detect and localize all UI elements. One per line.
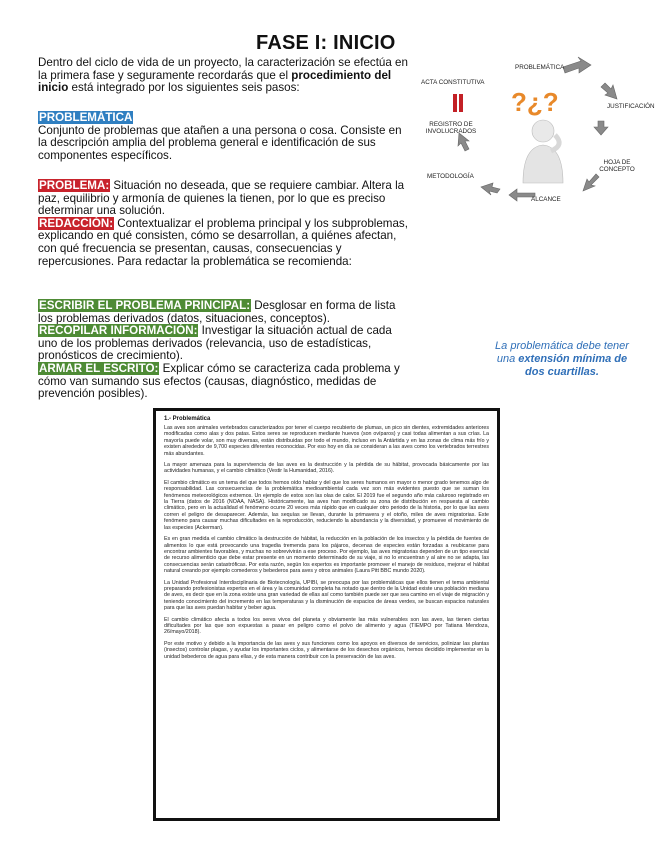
note-bold: extensión mínima de dos cuartillas. bbox=[518, 353, 628, 378]
step-label: ARMAR EL ESCRITO: bbox=[39, 361, 159, 375]
problematica-section bbox=[38, 112, 410, 162]
thinking-person-icon bbox=[523, 120, 563, 183]
label-problematica: PROBLEMÁTICA bbox=[515, 64, 565, 71]
arrow-icon bbox=[458, 133, 469, 151]
label-metodologia: METODOLOGÍA bbox=[427, 173, 474, 180]
note-text: La problemática debe tener una bbox=[495, 340, 629, 365]
arrow-icon bbox=[583, 174, 599, 191]
process-cycle-diagram bbox=[415, 55, 655, 215]
doc-paragraph: La mayor amenaza para la supervivencia de las aves es la destrucción y la pérdida de su hábitat, provocada básicamente por las actividades humanas, y el cambio climático (Vestir la Humanidad, 2016). bbox=[164, 462, 489, 475]
redaccion-label: REDACCIÓN: bbox=[39, 216, 114, 230]
step-label: ESCRIBIR EL PROBLEMA PRINCIPAL: bbox=[39, 299, 251, 312]
doc-paragraph: Es en gran medida el cambio climático la destrucción de hábitat, la reducción en la población de los insectos y la pérdida de fuentes de alimentos lo que está provocando una tragedia tremenda para los pájaros, decenas de especies están forzadas a reubicarse para encontrar ambientes favorables, y muchas no sobrevivirán a ese proceso. Por ejemplo, las aves migratorias dependen de un tipo esencial de recurso alimenticio que debe estar presente en un momento determinado de su viaje, si no lo encuentran y al aire no se adapta, las consecuencias serán catastróficas. Por esta razón, según los expertos es importante promover el manejo de residuos, mejorar el hábitat natural creando por ejemplo comederos y bebederos para aves y otros animales (Laura Pitt BBC mundo 2020). bbox=[164, 536, 489, 575]
doc-paragraph: El cambio climático afecta a todos los seres vivos del planeta y obviamente las más vulnerables son las aves, las tienen ciertas dificultades por las que son expuestas a pasar en peligro como el polvo de alimento y agua (TIEMPO por Tatiana Mendoza, 26/mayo/2018). bbox=[164, 616, 489, 636]
label-acta: ACTA CONSTITUTIVA bbox=[421, 79, 485, 86]
problematica-label: PROBLEMÁTICA bbox=[39, 111, 133, 124]
stop-bar-icon bbox=[453, 94, 457, 112]
arrow-icon bbox=[601, 83, 617, 99]
intro-bold: procedimiento del inicio bbox=[38, 68, 392, 95]
intro-text-start: Dentro del ciclo de vida de un proyecto, la caracterización se efectúa en la primera fase y seguramente recordarás que el bbox=[38, 56, 408, 82]
doc-paragraph: Las aves son animales vertebrados caracterizados por tener el cuerpo recubierto de plumas, un pico sin dientes, extremidades anteriores modificadas como alas y dos patas. Estos seres se reproducen mediante huevos (son ovíparos) y casi todas alimentan a sus crías. La mayoría puede volar, son muy diversas, están distribuidas por todo el mundo, incluso en la Antártida y en las zonas de clima más frío y existen alrededor de 9,700 especies diferentes reconocidas. Por eso hoy en día se consideran a las aves como los vertebrados terrestres más abundantes. bbox=[164, 425, 489, 457]
stop-bar-icon bbox=[459, 94, 463, 112]
step-text: Explicar cómo se caracteriza cada problema y cómo van sumando sus efectos (causas, diagnóstico, medidas de prevención posibles). bbox=[38, 361, 400, 401]
doc-heading: 1.- Problemática bbox=[164, 416, 211, 422]
doc-paragraph: La Unidad Profesional Interdisciplinaria de Biotecnología, UPIBI, se preocupa por las problemáticas que ellos tienen el tema ambiental preparando profesionistas expertos en el área y la comunidad completa ha notado que dentro de la Unidad existe una población mediana de aves, es decir que en la zona existe una gran variedad de ellas así como también puede ser que sea camino en el viaje de migración y teniendo conocimiento del incremento en las temperaturas y la disminución de espacios de áreas verdes, se buscan espacios naturales para que las aves puedan habitar y beber agua. bbox=[164, 579, 489, 612]
doc-paragraph: El cambio climático es un tema del que todos hemos oído hablar y del que los seres humanos en mayor o menor grado tenemos algo de responsabilidad. Las consecuencias de la problemática medioambiental cada vez son más evidentes puesto que se suman los fenómenos meteorológicos extremos. Un ejemplo de estos son las olas de calor. El 2019 fue el segundo año más caluroso registrado en la Tierra (datos de 2016 (NOAA, NASA). Históricamente, las aves han modificado su zona de distribución en respuesta al cambio climático, pero en la actualidad el fenómeno ocurre 20 veces más rápido que en cualquier otro periodo de la historia, por lo que las aves corren el peligro de desaparecer. Además, las sequías se llevan, durante la primavera y el otoño, miles de aves migratorias. Este fenómeno para causar muchas dificultades en la reproducción, reduciendo la abundancia y la diversidad, y promueve el movimiento de las especies (Ackerman). bbox=[164, 479, 489, 531]
extension-note bbox=[492, 340, 632, 379]
problema-label: PROBLEMA: bbox=[39, 179, 110, 192]
arrow-icon bbox=[481, 183, 500, 195]
question-marks-icon: ?¿? bbox=[511, 87, 559, 117]
step-text: Desglosar en forma de lista los problemas derivados (datos, situaciones, conceptos). bbox=[38, 299, 396, 325]
arrow-icon bbox=[594, 121, 608, 135]
problema-text: Situación no deseada, que se requiere cambiar. Altera la paz, equilibrio y armonía de quienes la tienen, por lo que es preciso determinar una solución. bbox=[38, 179, 405, 218]
label-hoja-concepto: HOJA DE CONCEPTO bbox=[599, 159, 635, 173]
label-registro: REGISTRO DE INVOLUCRADOS bbox=[425, 121, 477, 135]
intro-text-end: está integrado por los siguientes seis pasos: bbox=[68, 81, 300, 95]
steps-section bbox=[38, 300, 410, 401]
label-justificacion: JUSTIFICACIÓN bbox=[607, 103, 655, 110]
step-label: RECOPILAR INFORMACIÓN: bbox=[39, 324, 198, 338]
intro-paragraph bbox=[38, 57, 408, 95]
example-document bbox=[153, 408, 500, 821]
label-alcance: ALCANCE bbox=[531, 196, 561, 203]
arrow-icon bbox=[563, 57, 591, 73]
redaccion-text: Contextualizar el problema principal y los subproblemas, explicando en qué consisten, cómo se desarrollan, a quiénes afectan, con qué frecuencia se presentan, causas, consecuencias y repercusiones. Para redactar la problemática se recomienda: bbox=[38, 216, 408, 268]
step-text: Investigar la situación actual de cada uno de los problemas derivados (relevancia, uso de estadísticas, pronósticos de crecimiento). bbox=[38, 324, 392, 363]
page-title: FASE I: INICIO bbox=[256, 32, 396, 54]
problematica-definition: Conjunto de problemas que atañen a una persona o cosa. Consiste en la descripción amplia del problema general e identificación de sus componentes específicos. bbox=[38, 123, 402, 162]
doc-paragraph: Por este motivo y debido a la importancia de las aves y sus funciones como los apoyos en diversos de servicios, polinizar las plantas (insectos) controlar plagas, y ayudar los importantes ciclos, y alimentarse de los desechos orgánicos, hemos decidido implementar en la unidad bebederos de agua para ellas, y de esta manera contribuir con la preservación de las aves. bbox=[164, 640, 489, 660]
problema-section bbox=[38, 180, 410, 268]
